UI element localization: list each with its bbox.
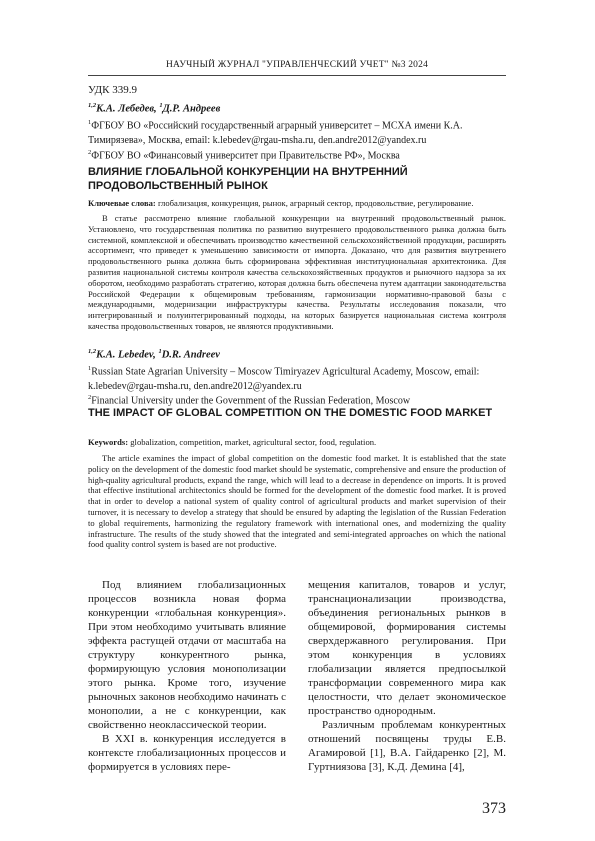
author-name: D.R. Andreev bbox=[161, 349, 220, 361]
body-column-left bbox=[88, 578, 286, 774]
affil-text: Financial University under the Government of the Russian Federation, Moscow bbox=[91, 395, 411, 407]
body-paragraph: В XXI в. конкуренция исследуется в контексте глобализационных процессов и формируется в условиях пере- bbox=[88, 733, 286, 773]
affil-text: ФГБОУ ВО «Финансовый университет при Правительстве РФ», Москва bbox=[91, 150, 400, 162]
author-sup: 1,2 bbox=[88, 102, 97, 109]
body-paragraph: Под влиянием глобализационных процессов возникла новая форма конкуренции «глобальная конкуренция». При этом необходимо учитывать влияние эффекта растущей отдачи от масштаба на структуру конкурентного рынка, формирующую условия монополизации этого рынка. Кроме того, изучение рыночных законов необходимо начинать с монополии, а не с конкуренции, как свойственно неоклассической теории. bbox=[88, 579, 286, 731]
author-sup: 1,2 bbox=[88, 348, 97, 355]
affiliation-ru-2 bbox=[88, 145, 506, 163]
abstract-ru: В статье рассмотрено влияние глобальной конкуренции на внутренний продовольственный рынок. Установлено, что государственная политика по развитию внутреннего продовольственного рынка должна быть системной, комплексной и обеспечивать производство качественной сельскохозяйственной продукции, расширять ассортимент, что приведет к уменьшению зависимости от импорта. Доказано, что для развития внутреннего продовольственного рынка должна быть сформирована эффективная институциональная архитектоника. Для развития национальной системы контроля качества сельскохозяйственных продуктов и рыночного надзора за их оборотом, необходимо разработать стратегию, которая должна быть обеспечена путем адаптации законодательства Российской Федерации к общемировым требованиям, гармонизации нормативно-правовой базы с международными, модернизации инфраструктуры качества. Результаты исследования показали, что интегрированный и полуинтегрированный подходы, на которых базируется национальная система контроля качества продовольственных товаров, не являются продуктивными. bbox=[88, 213, 506, 331]
affil-text: Russian State Agrarian University – Moscow Timiryazev Agricultural Academy, Moscow, email: k.lebedev@rgau-msha.ru, den.andre2012@yandex.ru bbox=[88, 366, 480, 393]
page-number: 373 bbox=[482, 800, 506, 817]
running-head: НАУЧНЫЙ ЖУРНАЛ "УПРАВЛЕНЧЕСКИЙ УЧЕТ" №3 2024 bbox=[165, 60, 429, 70]
author-sup: 1 bbox=[159, 102, 163, 109]
keywords-text: globalization, competition, market, agricultural sector, food, regulation. bbox=[128, 437, 377, 447]
affil-sup: 1 bbox=[88, 119, 92, 126]
body-paragraph: мещения капиталов, товаров и услуг, транснационализации производства, объединения региональных рынков в общемировой, формирования системы сверхдержавного регулирования. При этом конкуренция в условиях глобализации является предпосылкой трансформации современного мира как целостности, что делает экономическое пространство однородным. bbox=[308, 579, 506, 717]
keywords-en bbox=[88, 437, 506, 448]
title-ru: ВЛИЯНИЕ ГЛОБАЛЬНОЙ КОНКУРЕНЦИИ НА ВНУТРЕННИЙ ПРОДОВОЛЬСТВЕННЫЙ РЫНОК bbox=[88, 166, 408, 192]
authors-en bbox=[88, 348, 220, 361]
body-paragraph: Различным проблемам конкурентных отношений посвящены труды Е.В. Агамировой [1], В.А. Гайдаренко [2], М. Гуртниязова [3], К.Д. Демина [4], bbox=[308, 719, 506, 773]
title-en: THE IMPACT OF GLOBAL COMPETITION ON THE DOMESTIC FOOD MARKET bbox=[88, 407, 493, 419]
udk-code: УДК 339.9 bbox=[88, 84, 138, 96]
header-rule bbox=[88, 75, 506, 76]
affil-sup: 2 bbox=[88, 394, 92, 401]
affil-text: ФГБОУ ВО «Российский государственный аграрный университет – МСХА имени К.А. Тимирязева», Москва, email: k.lebedev@rgau-msha.ru, den.andre2012@yandex.ru bbox=[88, 120, 463, 147]
author-name: Д.Р. Андреев bbox=[162, 103, 221, 115]
body-column-right bbox=[308, 578, 506, 774]
affil-sup: 1 bbox=[88, 365, 92, 372]
keywords-ru bbox=[88, 198, 506, 209]
authors-ru bbox=[88, 102, 220, 115]
keywords-text: глобализация, конкуренция, рынок, аграрный сектор, продовольствие, регулирование. bbox=[155, 198, 474, 208]
affil-sup: 2 bbox=[88, 149, 92, 156]
author-sup: 1 bbox=[158, 348, 162, 355]
author-name: K.A. Lebedev, bbox=[96, 349, 156, 361]
keywords-label: Ключевые слова: bbox=[88, 198, 156, 208]
author-name: К.А. Лебедев, bbox=[96, 103, 157, 115]
abstract-en: The article examines the impact of global competition on the domestic food market. It is established that the state policy on the development of the domestic food market should be systematic, comprehensive and ensure the production of high-quality agricultural products, expand the range, which will lead to a decrease in dependence on imports. It is proved that effective institutional architectonics should be formed for the development of the domestic food market. It is proved that in order to develop a national system of quality control of agricultural products and market supervision of their turnover, it is necessary to develop a strategy that should be ensured by adapting the legislation of the Russian Federation to global requirements, harmonizing the regulatory framework with international ones, and modernizing the quality infrastructure. The results of the study showed that the integrated and semi-integrated approaches on which the national food quality control system is based are not productive. bbox=[88, 453, 506, 550]
affiliation-ru-1 bbox=[88, 115, 506, 148]
keywords-label: Keywords: bbox=[88, 437, 129, 447]
